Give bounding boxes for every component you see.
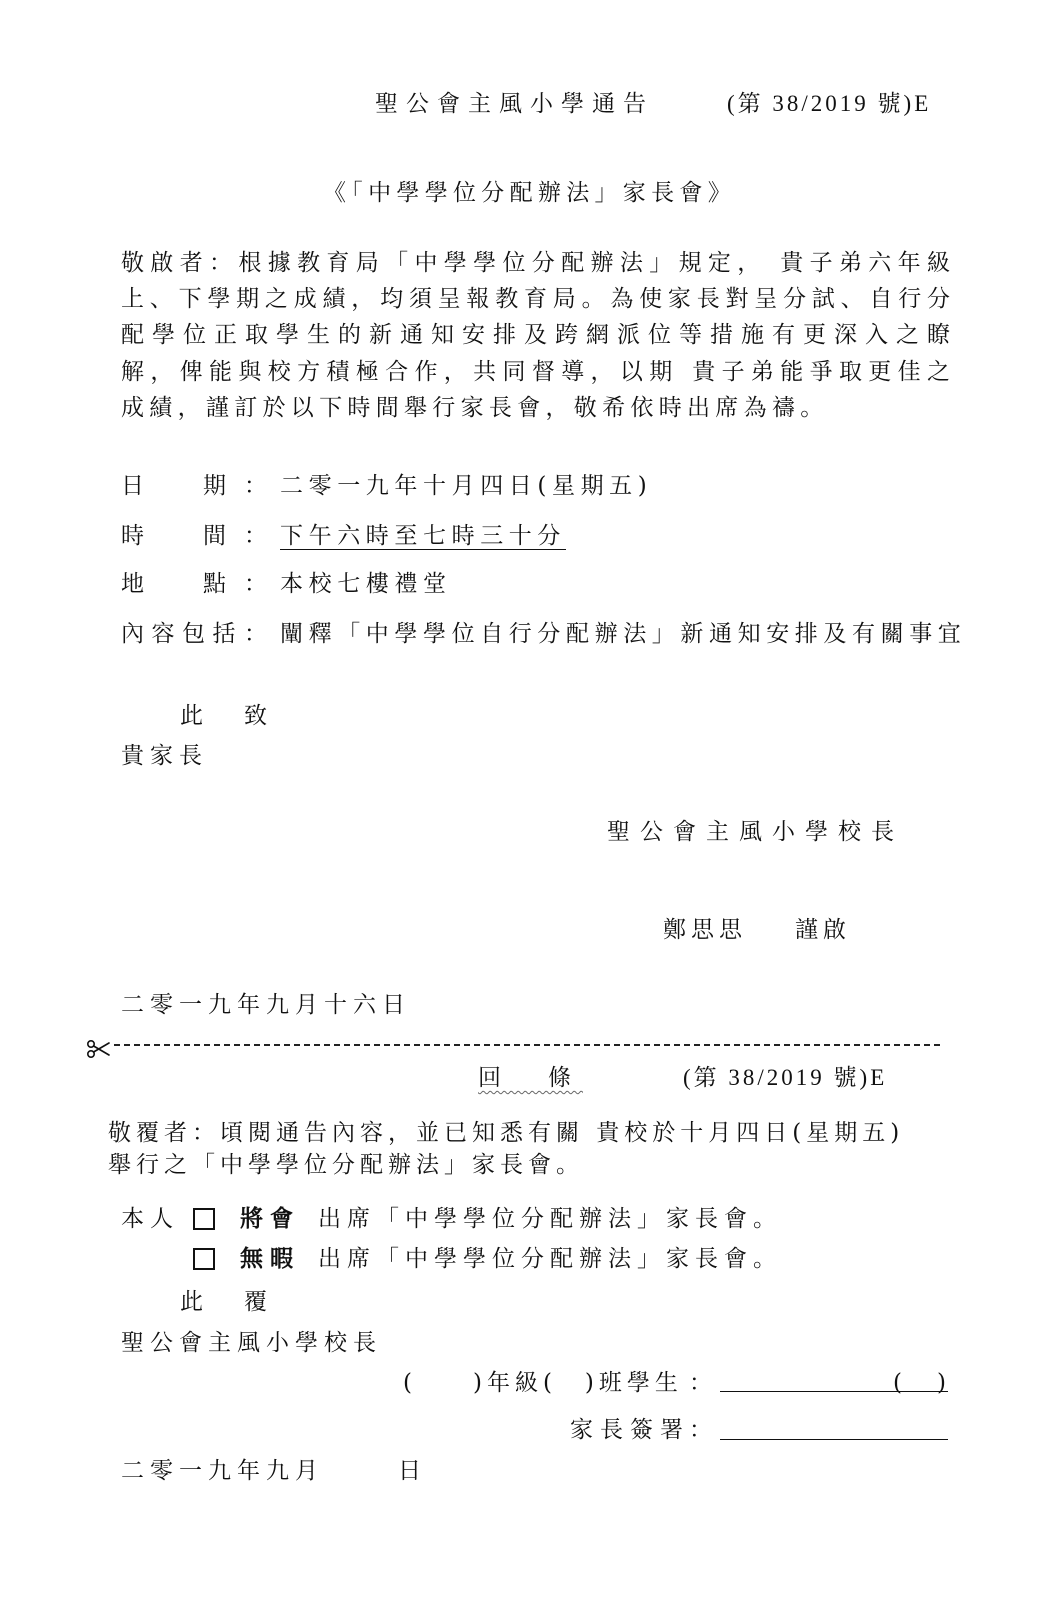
addressee: 貴家長 (121, 743, 208, 769)
detail-value: 本校七樓禮堂 (280, 571, 452, 597)
signature-row (0, 1415, 1046, 1445)
parent-signature-field[interactable] (720, 1439, 948, 1440)
reply-addressee: 聖公會主風小學校長 (121, 1330, 382, 1356)
meeting-title: 《「中學學位分配辦法」家長會》 (323, 180, 736, 206)
detail-row-date (0, 471, 1046, 501)
reply-date-prefix: 二零一九年九月 (121, 1458, 324, 1484)
closing-salutation: 此 致 (180, 703, 276, 729)
cut-line (114, 1044, 944, 1046)
signatory-closing: 謹啟 (795, 917, 851, 943)
attend-checkbox[interactable] (193, 1208, 215, 1230)
detail-value: 二零一九年十月四日(星期五) (280, 473, 653, 499)
issue-date: 二零一九年九月十六日 (121, 992, 411, 1018)
option-row-attend (0, 1204, 1046, 1234)
reply-intro-line: 敬覆者：頃閱通告內容，並已知悉有關 貴校於十月四日(星期五) (108, 1120, 905, 1146)
student-label: ( )年級( )班學生 (403, 1370, 683, 1396)
option-row-absent (0, 1244, 1046, 1274)
reply-slip-title: 回 條 (478, 1065, 583, 1091)
detail-label: 內容包括 (121, 621, 243, 647)
detail-row-content (0, 619, 1046, 649)
option-choice: 無暇 (240, 1245, 300, 1272)
body-line: 成績，謹訂於以下時間舉行家長會，敬希依時出席為禱。 (121, 395, 829, 421)
body-line: 配學位正取學生的新通知安排及跨網派位等措施有更深入之瞭 (121, 322, 950, 348)
detail-value-underlined: 下午六時至七時三十分 (280, 523, 566, 549)
reply-date-suffix: 日 (398, 1458, 421, 1484)
signature-label: 家長簽署 (570, 1417, 690, 1443)
student-colon: ： (689, 1370, 712, 1396)
detail-label: 時 間 (121, 523, 226, 549)
student-number: ( ) (893, 1370, 952, 1396)
option-text: 出席「中學學位分配辦法」家長會。 (318, 1206, 782, 1232)
signatory-name: 鄭思思 (663, 917, 747, 943)
reply-intro-line: 舉行之「中學學位分配辦法」家長會。 (108, 1152, 584, 1178)
detail-colon: ： (244, 571, 267, 597)
scissors-icon (86, 1036, 110, 1054)
detail-row-venue (0, 569, 1046, 599)
option-text: 出席「中學學位分配辦法」家長會。 (318, 1246, 782, 1272)
self-label: 本人 (121, 1206, 179, 1232)
body-line: 上、下學期之成績，均須呈報教育局。為使家長對呈分試、自行分 (121, 286, 950, 312)
detail-row-time (0, 521, 1046, 551)
body-line: 解，俾能與校方積極合作，共同督導，以期 貴子弟能爭取更佳之 (121, 359, 950, 385)
option-choice: 將會 (240, 1205, 300, 1232)
reply-closing: 此 覆 (180, 1289, 276, 1315)
notice-number: (第 38/2019 號)E (727, 91, 932, 116)
detail-colon: ： (244, 473, 267, 499)
reply-notice-number: (第 38/2019 號)E (683, 1065, 888, 1090)
signatory-title: 聖公會主風小學校長 (607, 819, 904, 845)
detail-colon: ： (244, 523, 267, 549)
absent-checkbox[interactable] (193, 1248, 215, 1270)
student-row (0, 1368, 1046, 1398)
signature-colon: ： (689, 1417, 712, 1443)
detail-value: 闡釋「中學學位自行分配辦法」新通知安排及有關事宜 (280, 621, 967, 647)
detail-label: 地 點 (121, 571, 226, 597)
school-notice-title: 聖公會主風小學通告 (375, 91, 654, 117)
body-line: 敬啟者：根據教育局「中學學位分配辦法」規定， 貴子弟六年級 (121, 250, 950, 276)
detail-label: 日 期 (121, 473, 226, 499)
detail-colon: ： (244, 621, 267, 647)
